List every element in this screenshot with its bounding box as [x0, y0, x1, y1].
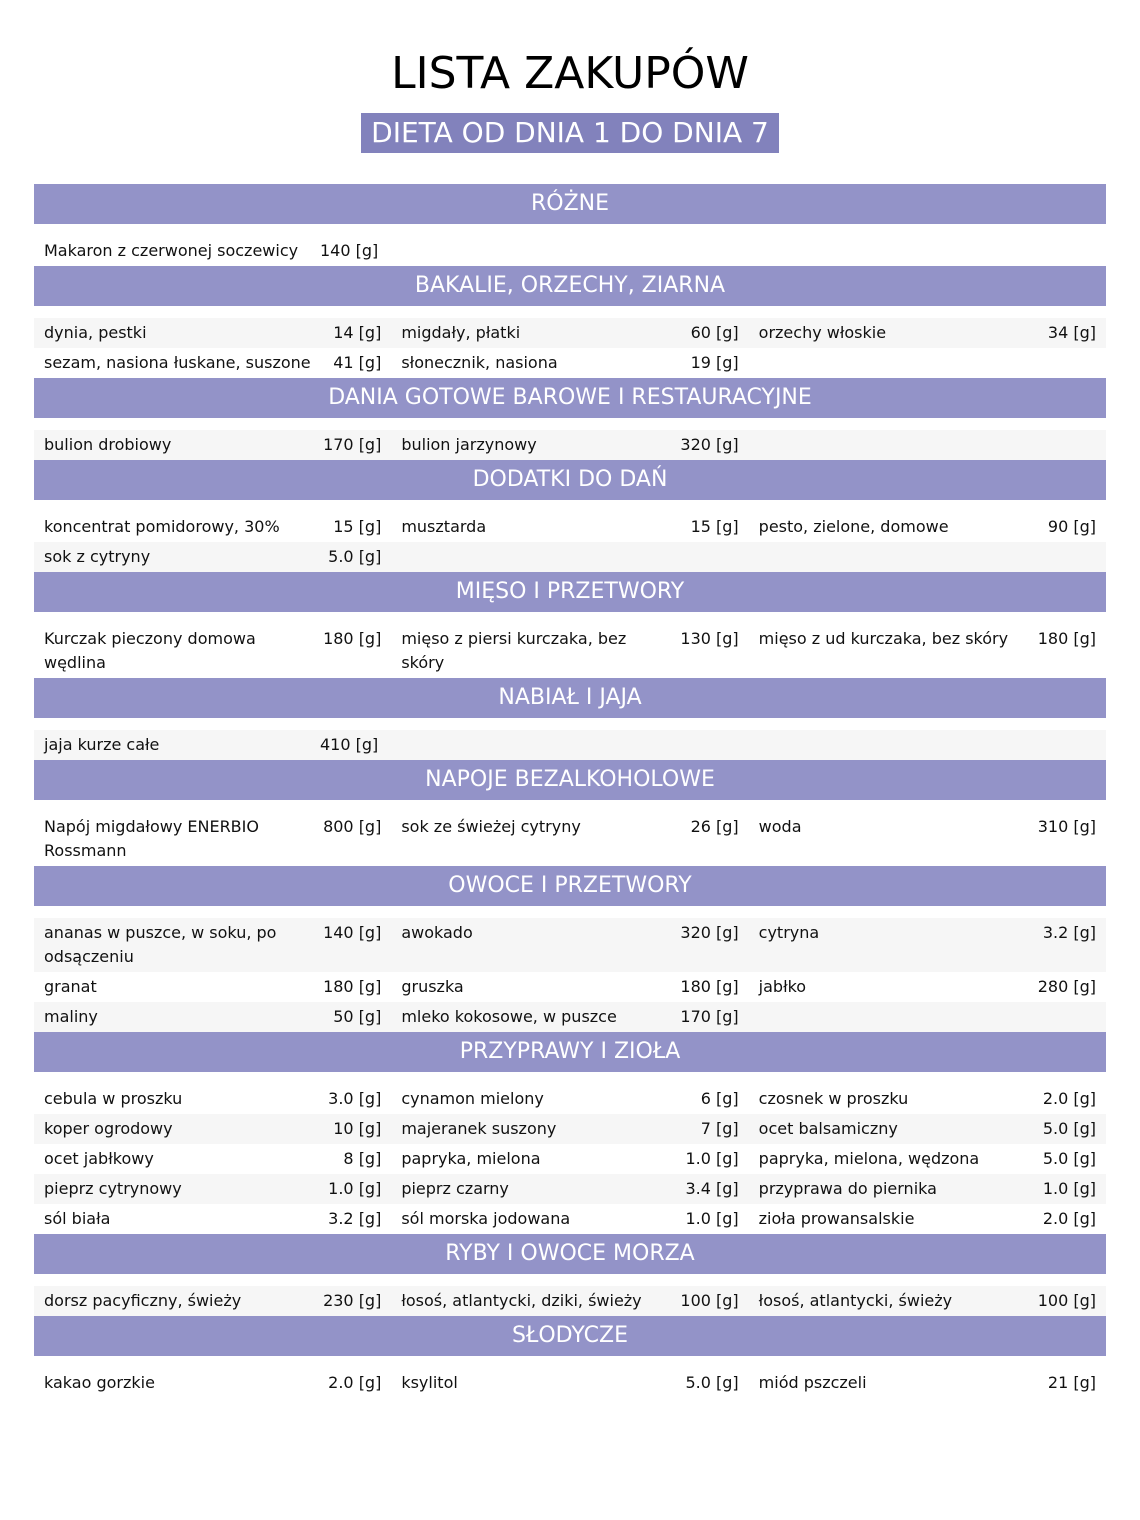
item-row — [34, 624, 1106, 678]
category-section — [34, 866, 1106, 1032]
list-item — [391, 627, 748, 675]
item-quantity: 5.0 [g] — [685, 1373, 739, 1392]
category-items — [34, 1274, 1106, 1316]
item-row — [34, 512, 1106, 542]
item-quantity: 1.0 [g] — [1042, 1179, 1096, 1198]
category-header: NAPOJE BEZALKOHOLOWE — [34, 760, 1106, 800]
list-item — [34, 545, 391, 569]
item-name: majeranek suszony — [401, 1119, 557, 1138]
item-name: pieprz czarny — [401, 1179, 509, 1198]
category-header: SŁODYCZE — [34, 1316, 1106, 1356]
item-row — [34, 348, 1106, 378]
category-section — [34, 184, 1106, 266]
item-name: cebula w proszku — [44, 1089, 183, 1108]
item-name: granat — [44, 977, 97, 996]
item-quantity: 19 [g] — [690, 353, 739, 372]
item-quantity: 15 [g] — [690, 517, 739, 536]
shopping-list — [34, 184, 1106, 1398]
list-item — [391, 515, 748, 539]
list-item — [749, 1207, 1106, 1231]
list-item — [34, 1117, 391, 1141]
item-name: łosoś, atlantycki, dziki, świeży — [401, 1291, 642, 1310]
category-header: PRZYPRAWY I ZIOŁA — [34, 1032, 1106, 1072]
item-quantity: 180 [g] — [323, 629, 382, 648]
item-name: koncentrat pomidorowy, 30% — [44, 517, 280, 536]
category-section — [34, 460, 1106, 572]
list-item — [391, 975, 748, 999]
item-row — [34, 812, 1106, 866]
item-row — [34, 1002, 1106, 1032]
item-quantity: 5.0 [g] — [1042, 1119, 1096, 1138]
category-items — [34, 800, 1106, 866]
item-name: musztarda — [401, 517, 487, 536]
category-header: BAKALIE, ORZECHY, ZIARNA — [34, 266, 1106, 306]
list-item — [34, 1147, 391, 1171]
list-item — [749, 975, 1106, 999]
item-row — [34, 1286, 1106, 1316]
item-quantity: 2.0 [g] — [1042, 1209, 1096, 1228]
item-quantity: 310 [g] — [1037, 817, 1096, 836]
item-name: jabłko — [758, 977, 807, 996]
list-item — [34, 239, 391, 263]
item-quantity: 7 [g] — [700, 1119, 739, 1138]
list-item — [34, 433, 391, 457]
category-items — [34, 1356, 1106, 1398]
item-quantity: 60 [g] — [690, 323, 739, 342]
item-name: sezam, nasiona łuskane, suszone — [44, 353, 311, 372]
list-item — [391, 433, 748, 457]
item-name: pieprz cytrynowy — [44, 1179, 182, 1198]
item-quantity: 5.0 [g] — [1042, 1149, 1096, 1168]
item-row — [34, 542, 1106, 572]
category-header: NABIAŁ I JAJA — [34, 678, 1106, 718]
item-quantity: 1.0 [g] — [685, 1149, 739, 1168]
item-quantity: 230 [g] — [323, 1291, 382, 1310]
item-quantity: 41 [g] — [333, 353, 382, 372]
item-quantity: 180 [g] — [323, 977, 382, 996]
category-section — [34, 1032, 1106, 1234]
category-section — [34, 378, 1106, 460]
category-section — [34, 1316, 1106, 1398]
subtitle-container — [0, 113, 1140, 153]
item-row — [34, 1084, 1106, 1114]
item-name: czosnek w proszku — [758, 1089, 909, 1108]
category-section — [34, 760, 1106, 866]
category-section — [34, 1234, 1106, 1316]
item-name: mleko kokosowe, w puszce — [401, 1007, 617, 1026]
item-quantity: 8 [g] — [343, 1149, 382, 1168]
list-item — [34, 1371, 391, 1395]
item-quantity: 3.0 [g] — [328, 1089, 382, 1108]
item-row — [34, 1114, 1106, 1144]
item-row — [34, 1144, 1106, 1174]
item-name: słonecznik, nasiona — [401, 353, 558, 372]
item-name: kakao gorzkie — [44, 1373, 155, 1392]
list-item — [391, 1207, 748, 1231]
category-items — [34, 612, 1106, 678]
item-name: orzechy włoskie — [758, 323, 887, 342]
category-section — [34, 572, 1106, 678]
item-name: sól morska jodowana — [401, 1209, 571, 1228]
list-item — [391, 1289, 748, 1313]
item-name: Napój migdałowy ENERBIO Rossmann — [44, 817, 259, 860]
list-item — [34, 1005, 391, 1029]
list-item — [34, 321, 391, 345]
item-name: dynia, pestki — [44, 323, 147, 342]
category-header: DANIA GOTOWE BAROWE I RESTAURACYJNE — [34, 378, 1106, 418]
list-item — [34, 627, 391, 675]
list-item — [391, 921, 748, 969]
category-header: RYBY I OWOCE MORZA — [34, 1234, 1106, 1274]
item-row — [34, 318, 1106, 348]
item-quantity: 2.0 [g] — [328, 1373, 382, 1392]
list-item — [34, 815, 391, 863]
item-quantity: 3.2 [g] — [1042, 923, 1096, 942]
item-name: papryka, mielona — [401, 1149, 541, 1168]
list-item — [34, 975, 391, 999]
item-name: gruszka — [401, 977, 464, 996]
list-item — [749, 921, 1106, 969]
list-item — [391, 351, 748, 375]
list-item — [391, 1117, 748, 1141]
category-items — [34, 500, 1106, 572]
category-header: RÓŻNE — [34, 184, 1106, 224]
item-quantity: 180 [g] — [1037, 629, 1096, 648]
item-row — [34, 730, 1106, 760]
category-header: MIĘSO I PRZETWORY — [34, 572, 1106, 612]
list-item — [749, 815, 1106, 863]
item-name: ananas w puszce, w soku, po odsączeniu — [44, 923, 277, 966]
category-items — [34, 224, 1106, 266]
item-quantity: 140 [g] — [323, 923, 382, 942]
item-quantity: 1.0 [g] — [685, 1209, 739, 1228]
category-section — [34, 678, 1106, 760]
item-name: bulion drobiowy — [44, 435, 172, 454]
item-quantity: 3.2 [g] — [328, 1209, 382, 1228]
page-title: LISTA ZAKUPÓW — [391, 48, 749, 99]
diet-period-badge: DIETA OD DNIA 1 DO DNIA 7 — [361, 113, 779, 153]
list-item — [34, 515, 391, 539]
item-row — [34, 972, 1106, 1002]
item-name: łosoś, atlantycki, świeży — [758, 1291, 953, 1310]
item-quantity: 14 [g] — [333, 323, 382, 342]
item-row — [34, 1368, 1106, 1398]
list-item — [749, 627, 1106, 675]
item-name: mięso z piersi kurczaka, bez skóry — [401, 629, 627, 672]
category-items — [34, 306, 1106, 378]
item-name: papryka, mielona, wędzona — [758, 1149, 980, 1168]
item-name: sok z cytryny — [44, 547, 151, 566]
item-name: Makaron z czerwonej soczewicy — [44, 241, 299, 260]
item-quantity: 50 [g] — [333, 1007, 382, 1026]
list-item — [391, 1147, 748, 1171]
item-quantity: 5.0 [g] — [328, 547, 382, 566]
item-name: migdały, płatki — [401, 323, 521, 342]
item-quantity: 15 [g] — [333, 517, 382, 536]
item-quantity: 100 [g] — [680, 1291, 739, 1310]
category-section — [34, 266, 1106, 378]
list-item — [391, 1087, 748, 1111]
list-item — [749, 1087, 1106, 1111]
item-quantity: 2.0 [g] — [1042, 1089, 1096, 1108]
list-item — [749, 321, 1106, 345]
list-item — [34, 1087, 391, 1111]
list-item — [34, 733, 391, 757]
list-item — [391, 321, 748, 345]
item-name: sok ze świeżej cytryny — [401, 817, 581, 836]
item-name: woda — [758, 817, 802, 836]
item-name: zioła prowansalskie — [758, 1209, 915, 1228]
list-item — [749, 1147, 1106, 1171]
item-row — [34, 236, 1106, 266]
item-name: bulion jarzynowy — [401, 435, 537, 454]
list-item — [34, 1289, 391, 1313]
item-quantity: 100 [g] — [1037, 1291, 1096, 1310]
item-quantity: 280 [g] — [1037, 977, 1096, 996]
list-item — [391, 1371, 748, 1395]
list-item — [749, 1117, 1106, 1141]
item-name: mięso z ud kurczaka, bez skóry — [758, 629, 1009, 648]
item-row — [34, 1204, 1106, 1234]
item-name: dorsz pacyficzny, świeży — [44, 1291, 242, 1310]
list-item — [391, 1005, 748, 1029]
item-name: cytryna — [758, 923, 820, 942]
item-quantity: 130 [g] — [680, 629, 739, 648]
category-items — [34, 418, 1106, 460]
category-header: OWOCE I PRZETWORY — [34, 866, 1106, 906]
item-quantity: 180 [g] — [680, 977, 739, 996]
item-quantity: 170 [g] — [323, 435, 382, 454]
item-quantity: 34 [g] — [1047, 323, 1096, 342]
item-quantity: 90 [g] — [1047, 517, 1096, 536]
list-item — [34, 1177, 391, 1201]
list-item — [749, 1289, 1106, 1313]
item-quantity: 410 [g] — [320, 735, 379, 754]
item-row — [34, 430, 1106, 460]
category-items — [34, 718, 1106, 760]
item-quantity: 800 [g] — [323, 817, 382, 836]
category-items — [34, 1072, 1106, 1234]
item-quantity: 320 [g] — [680, 923, 739, 942]
item-name: awokado — [401, 923, 473, 942]
item-name: przyprawa do piernika — [758, 1179, 937, 1198]
list-item — [749, 1177, 1106, 1201]
item-name: maliny — [44, 1007, 98, 1026]
list-item — [34, 921, 391, 969]
item-name: ksylitol — [401, 1373, 458, 1392]
list-item — [749, 515, 1106, 539]
item-quantity: 320 [g] — [680, 435, 739, 454]
category-header: DODATKI DO DAŃ — [34, 460, 1106, 500]
item-name: cynamon mielony — [401, 1089, 544, 1108]
item-name: koper ogrodowy — [44, 1119, 173, 1138]
list-item — [749, 1371, 1106, 1395]
item-quantity: 6 [g] — [700, 1089, 739, 1108]
category-items — [34, 906, 1106, 1032]
item-quantity: 3.4 [g] — [685, 1179, 739, 1198]
list-item — [391, 1177, 748, 1201]
item-name: pesto, zielone, domowe — [758, 517, 949, 536]
item-name: ocet balsamiczny — [758, 1119, 898, 1138]
list-item — [34, 351, 391, 375]
item-quantity: 1.0 [g] — [328, 1179, 382, 1198]
item-row — [34, 1174, 1106, 1204]
item-quantity: 170 [g] — [680, 1007, 739, 1026]
item-quantity: 10 [g] — [333, 1119, 382, 1138]
item-quantity: 140 [g] — [320, 241, 379, 260]
list-item — [34, 1207, 391, 1231]
item-quantity: 26 [g] — [690, 817, 739, 836]
item-name: jaja kurze całe — [44, 735, 160, 754]
item-name: miód pszczeli — [758, 1373, 867, 1392]
item-quantity: 21 [g] — [1047, 1373, 1096, 1392]
item-name: sól biała — [44, 1209, 111, 1228]
item-name: Kurczak pieczony domowa wędlina — [44, 629, 256, 672]
item-name: ocet jabłkowy — [44, 1149, 154, 1168]
list-item — [391, 815, 748, 863]
item-row — [34, 918, 1106, 972]
